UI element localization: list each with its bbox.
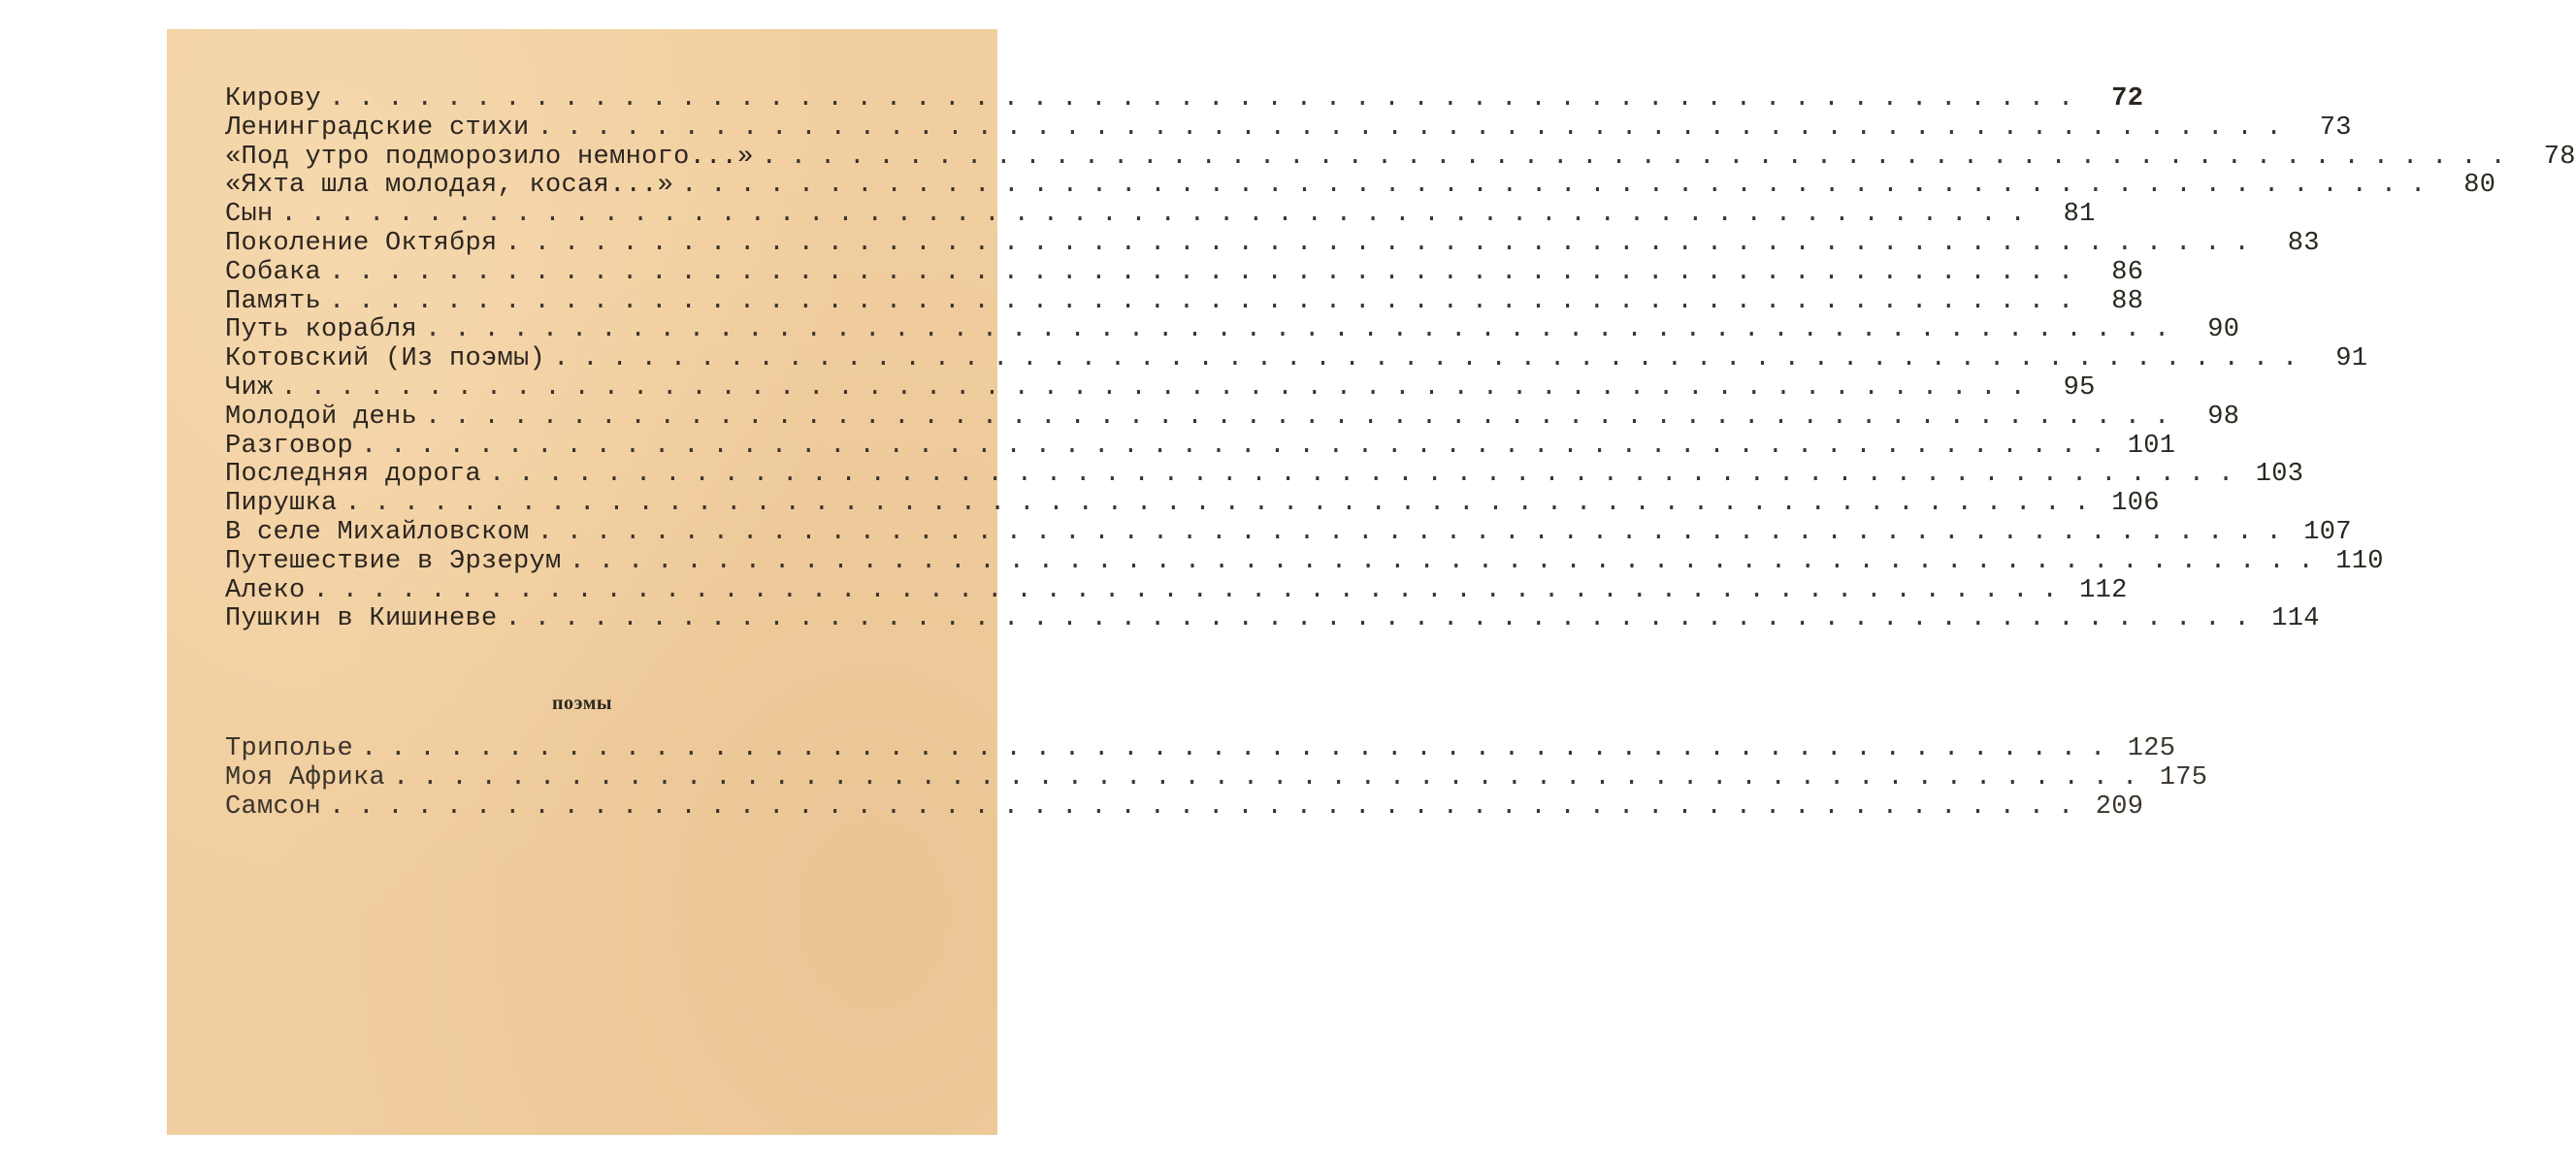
toc-entry bbox=[225, 171, 2496, 201]
toc-entry-page: 95 bbox=[2063, 372, 2096, 403]
toc-entry-title: Память bbox=[225, 286, 322, 316]
toc-entry-page: 91 bbox=[2335, 344, 2368, 374]
dot-leader: ............................................................ bbox=[505, 604, 2264, 634]
toc-entry bbox=[225, 460, 2304, 490]
toc-entry-title: Путь корабля bbox=[225, 315, 418, 345]
dot-leader: ............................................................ bbox=[553, 344, 2312, 374]
toc-entry-title: В селе Михайловском bbox=[225, 517, 530, 547]
toc-entry-title: «Под утро подморозило немного...» bbox=[225, 142, 754, 172]
toc-entry-title: Триполье bbox=[225, 734, 354, 763]
toc-entry-title: Алеко bbox=[225, 575, 306, 605]
toc-entry-page: 80 bbox=[2463, 171, 2496, 201]
toc-entry-page: 209 bbox=[2095, 792, 2144, 822]
toc-entry bbox=[225, 315, 2240, 345]
dot-leader: ............................................................ bbox=[425, 315, 2184, 345]
toc-entry-page: 175 bbox=[2159, 762, 2208, 792]
toc-entry-title: Поколение Октября bbox=[225, 228, 498, 258]
toc-entry-page: 83 bbox=[2287, 228, 2320, 258]
toc-entry-page: 90 bbox=[2207, 315, 2240, 345]
toc-entry-page: 98 bbox=[2207, 402, 2240, 432]
toc-entry-page: 114 bbox=[2271, 604, 2320, 634]
toc-entry-page: 86 bbox=[2111, 257, 2144, 287]
toc-entry bbox=[225, 517, 2352, 548]
toc-entry-page: 81 bbox=[2063, 200, 2096, 230]
dot-leader: ............................................................ bbox=[280, 372, 2039, 403]
toc-entry-title: Самсон bbox=[225, 792, 322, 822]
toc-entry bbox=[225, 344, 2368, 374]
toc-entry-title: Собака bbox=[225, 257, 322, 287]
dot-leader: ............................................................ bbox=[425, 402, 2184, 432]
toc-entry-title: Молодой день bbox=[225, 402, 418, 432]
dot-leader: ............................................................ bbox=[569, 546, 2328, 576]
toc-entry bbox=[225, 84, 2144, 114]
poems-list bbox=[225, 734, 2208, 822]
toc-entry-title: Сын bbox=[225, 200, 274, 230]
dot-leader: ............................................................ bbox=[329, 792, 2088, 822]
toc-entry-page: 88 bbox=[2111, 286, 2144, 316]
dot-leader: ............................................................ bbox=[361, 431, 2120, 461]
toc-entry bbox=[225, 431, 2176, 462]
dot-leader: ............................................................ bbox=[344, 489, 2103, 519]
toc-entry-title: «Яхта шла молодая, косая...» bbox=[225, 171, 674, 201]
toc-entry bbox=[225, 286, 2144, 317]
toc-entry-title: Разговор bbox=[225, 431, 354, 461]
toc-entry-page: 107 bbox=[2303, 517, 2352, 547]
toc-entry-page: 78 bbox=[2543, 142, 2576, 172]
toc-entry bbox=[225, 372, 2096, 404]
dot-leader: ............................................................ bbox=[505, 228, 2264, 258]
dot-leader: ............................................................ bbox=[537, 517, 2296, 547]
toc-entry bbox=[225, 113, 2352, 144]
dot-leader: ............................................................ bbox=[329, 84, 2088, 113]
dot-leader: ............................................................ bbox=[329, 257, 2088, 287]
toc-entry-title: Кирову bbox=[225, 84, 322, 113]
toc-entry-page: 106 bbox=[2111, 489, 2160, 519]
dot-leader: ............................................................ bbox=[280, 200, 2039, 230]
toc-entry bbox=[225, 734, 2176, 764]
toc-entry-title: Моя Африка bbox=[225, 762, 386, 792]
toc-entry-page: 103 bbox=[2255, 460, 2304, 490]
toc-entry bbox=[225, 546, 2384, 577]
toc-entry-page: 110 bbox=[2335, 546, 2384, 576]
toc-entry bbox=[225, 257, 2144, 288]
toc-entry-page: 101 bbox=[2127, 431, 2176, 461]
dot-leader: ............................................................ bbox=[761, 142, 2520, 172]
toc-entry-title: Ленинградские стихи bbox=[225, 113, 530, 143]
dot-leader: ............................................................ bbox=[329, 286, 2088, 316]
toc-entry bbox=[225, 604, 2320, 634]
toc-entry bbox=[225, 142, 2576, 173]
toc-entry-page: 73 bbox=[2319, 113, 2352, 143]
dot-leader: ............................................................ bbox=[361, 734, 2120, 763]
toc-entry-title: Пирушка bbox=[225, 489, 338, 519]
toc-entry-title: Пушкин в Кишиневе bbox=[225, 604, 498, 634]
poems-section-heading: поэмы bbox=[552, 693, 612, 714]
dot-leader: ............................................................ bbox=[393, 762, 2152, 792]
toc-entry-page: 125 bbox=[2127, 734, 2176, 763]
dot-leader: ............................................................ bbox=[489, 460, 2248, 490]
dot-leader: ............................................................ bbox=[312, 575, 2071, 605]
table-of-contents bbox=[225, 84, 2576, 634]
dot-leader: ............................................................ bbox=[537, 113, 2296, 143]
toc-entry bbox=[225, 402, 2240, 433]
toc-entry-title: Путешествие в Эрзерум bbox=[225, 546, 562, 576]
toc-entry bbox=[225, 489, 2160, 519]
toc-entry bbox=[225, 792, 2144, 823]
toc-entry-title: Последняя дорога bbox=[225, 460, 482, 490]
toc-entry bbox=[225, 200, 2096, 230]
toc-entry-title: Котовский (Из поэмы) bbox=[225, 344, 546, 374]
toc-entry bbox=[225, 762, 2208, 793]
toc-entry-page: 72 bbox=[2111, 84, 2144, 113]
toc-entry bbox=[225, 575, 2128, 606]
toc-entry-page: 112 bbox=[2079, 575, 2128, 605]
toc-entry bbox=[225, 228, 2320, 259]
dot-leader: ............................................................ bbox=[681, 171, 2440, 201]
book-page bbox=[167, 29, 2576, 1135]
toc-entry-title: Чиж bbox=[225, 372, 274, 403]
